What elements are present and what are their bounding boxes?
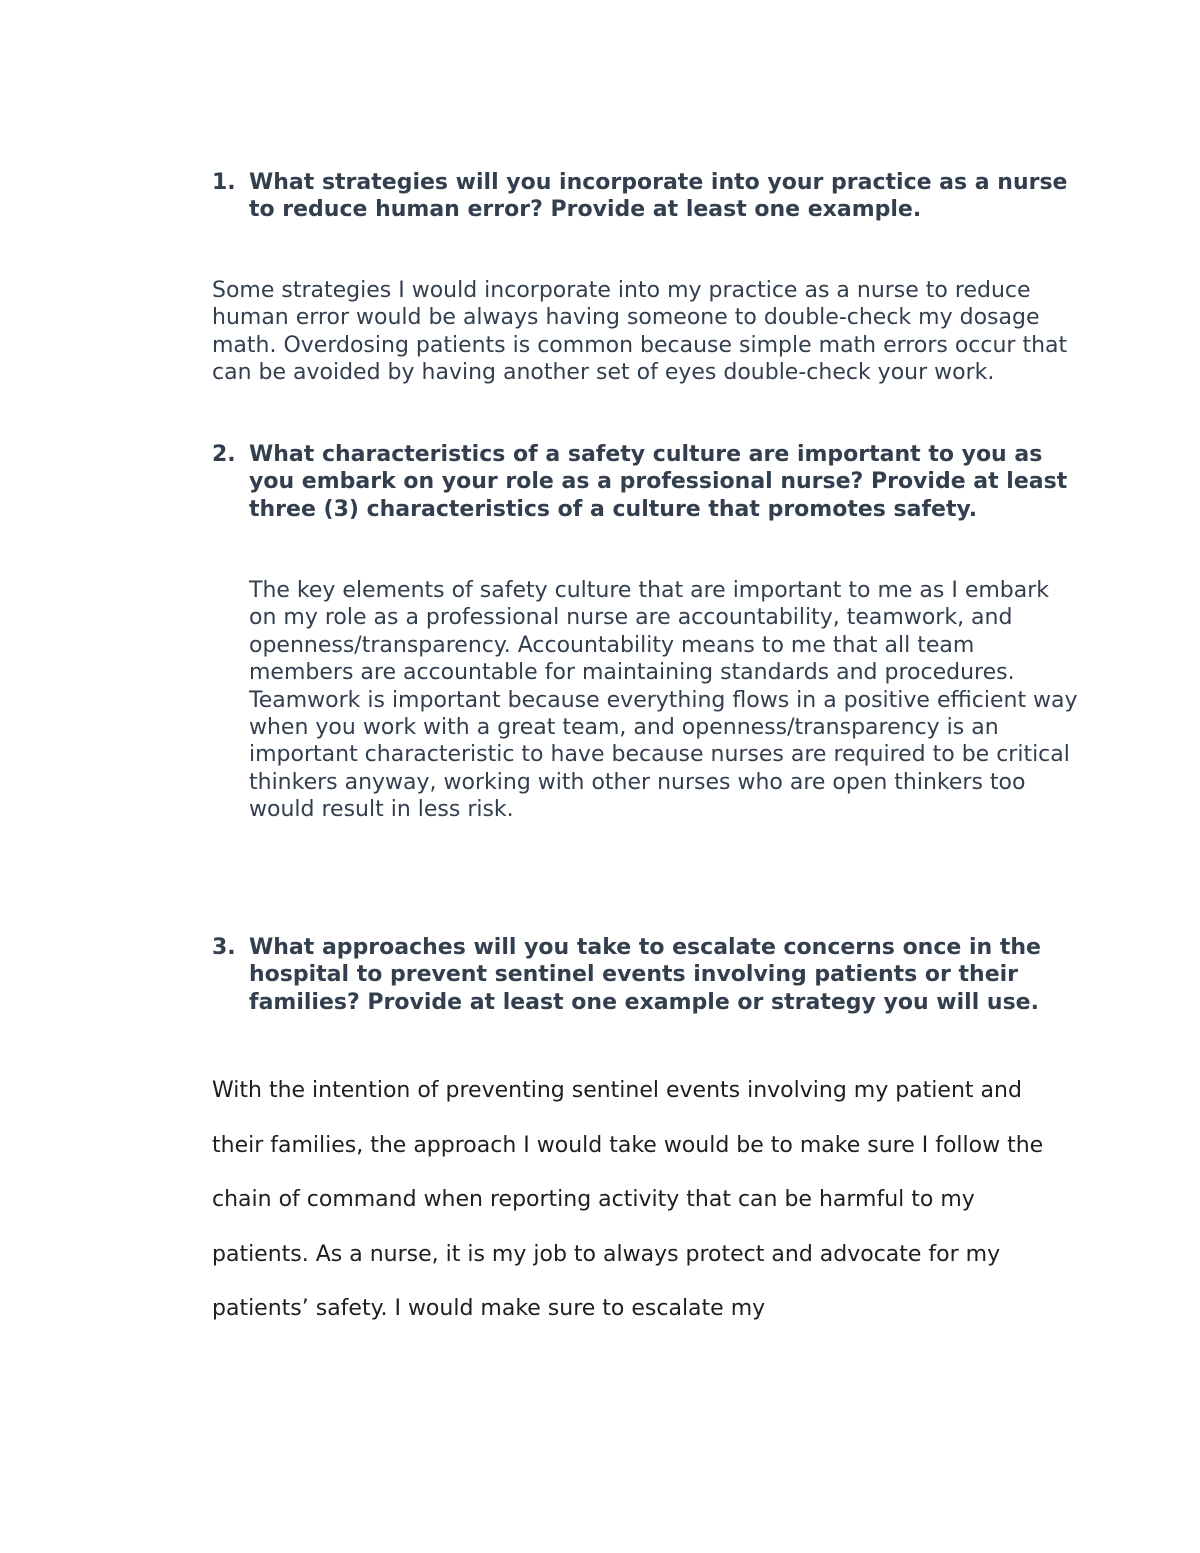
question-3 bbox=[212, 934, 1072, 1016]
question-1-number: 1. bbox=[212, 170, 236, 195]
question-1-text: What strategies will you incorporate into your practice as a nurse to reduce human error? Provide at least one example. bbox=[249, 170, 1068, 223]
answer-3: With the intention of preventing sentinel events involving my patient and their families, the approach I would take would be to make sure I follow the chain of command when reporting activity that can be harmful to my patients. As a nurse, it is my job to always protect and advocate for my patients’ safety. I would make sure to escalate my bbox=[212, 1078, 1044, 1322]
question-3-text: What approaches will you take to escalate concerns once in the hospital to prevent sentinel events involving patients or their families? Provide at least one example or strategy you will use. bbox=[249, 935, 1041, 1015]
answer-2: The key elements of safety culture that are important to me as I embark on my role as a professional nurse are accountability, teamwork, and openness/transparency. Accountability means to me that all team members are accountable for maintaining standards and procedures. Teamwork is important because everything flows in a positive efficient way when you work with a great team, and openness/transparency is an important characteristic to have because nurses are required to be critical thinkers anyway, working with other nurses who are open thinkers too would result in less risk. bbox=[249, 578, 1078, 823]
question-3-number: 3. bbox=[212, 935, 236, 960]
answer-1: Some strategies I would incorporate into my practice as a nurse to reduce human error would be always having someone to double-check my dosage math. Overdosing patients is common because simple math errors occur that can be avoided by having another set of eyes double-check your work. bbox=[212, 278, 1068, 386]
question-2-text: What characteristics of a safety culture are important to you as you embark on your role as a professional nurse? Provide at least three (3) characteristics of a culture that promotes safety. bbox=[249, 442, 1068, 522]
question-2 bbox=[212, 441, 1072, 523]
question-1 bbox=[212, 169, 1072, 224]
question-2-number: 2. bbox=[212, 442, 236, 467]
